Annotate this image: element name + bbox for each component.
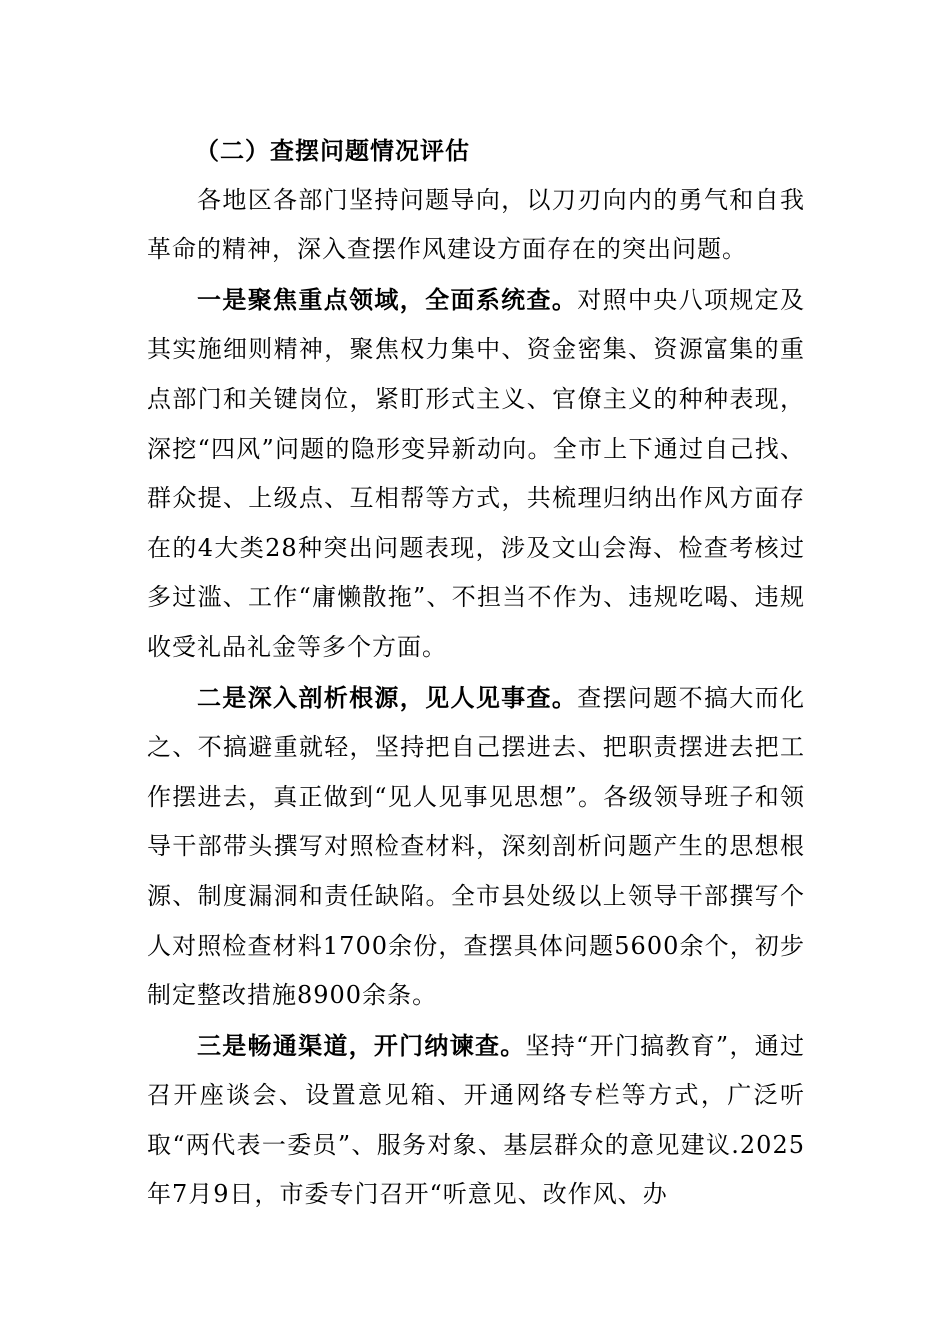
document-body — [147, 126, 805, 1220]
section-heading: （二）查摆问题情况评估 — [195, 136, 470, 165]
paragraph-lead: 三是畅通渠道，开门纳谏查。 — [197, 1030, 526, 1060]
paragraph-point-3 — [147, 1021, 805, 1220]
paragraph-intro — [147, 176, 805, 275]
paragraph-text: 对照中央八项规定及其实施细则精神，聚焦权力集中、资金密集、资源富集的重点部门和关键岗位，紧盯形式主义、官僚主义的种种表现，深挖“四风”问题的隐形变异新动向。全市上下通过自己找、群众提、上级点、互相帮等方式，共梳理归纳出作风方面存在的4大类28种突出问题表现，涉及文山会海、检查考核过多过滥、工作“庸懒散拖”、不担当不作为、违规吃喝、违规收受礼品礼金等多个方面。 — [147, 285, 806, 661]
paragraph-text: 坚持“开门搞教育”，通过召开座谈会、设置意见箱、开通网络专栏等方式，广泛听取“两代表一委员”、服务对象、基层群众的意见建议.2025年7月9日，市委专门召开“听意见、改作风、办 — [147, 1031, 805, 1209]
paragraph-lead: 二是深入剖析根源，见人见事查。 — [197, 682, 578, 712]
paragraph-point-2 — [147, 673, 805, 1021]
paragraph-text: 查摆问题不搞大而化之、不搞避重就轻，坚持把自己摆进去、把职责摆进去把工作摆进去，真正做到“见人见事见思想”。各级领导班子和领导干部带头撰写对照检查材料，深刻剖析问题产生的思想根源、制度漏洞和责任缺陷。全市县处级以上领导干部撰写个人对照检查材料1700余份，查摆具体问题5600余个，初步制定整改措施8900余条。 — [147, 683, 806, 1010]
paragraph-point-1 — [147, 275, 805, 673]
paragraph-text: 各地区各部门坚持问题导向，以刀刃向内的勇气和自我革命的精神，深入查摆作风建设方面存在的突出问题。 — [147, 185, 805, 264]
paragraph-lead: 一是聚焦重点领域，全面系统查。 — [197, 284, 578, 314]
